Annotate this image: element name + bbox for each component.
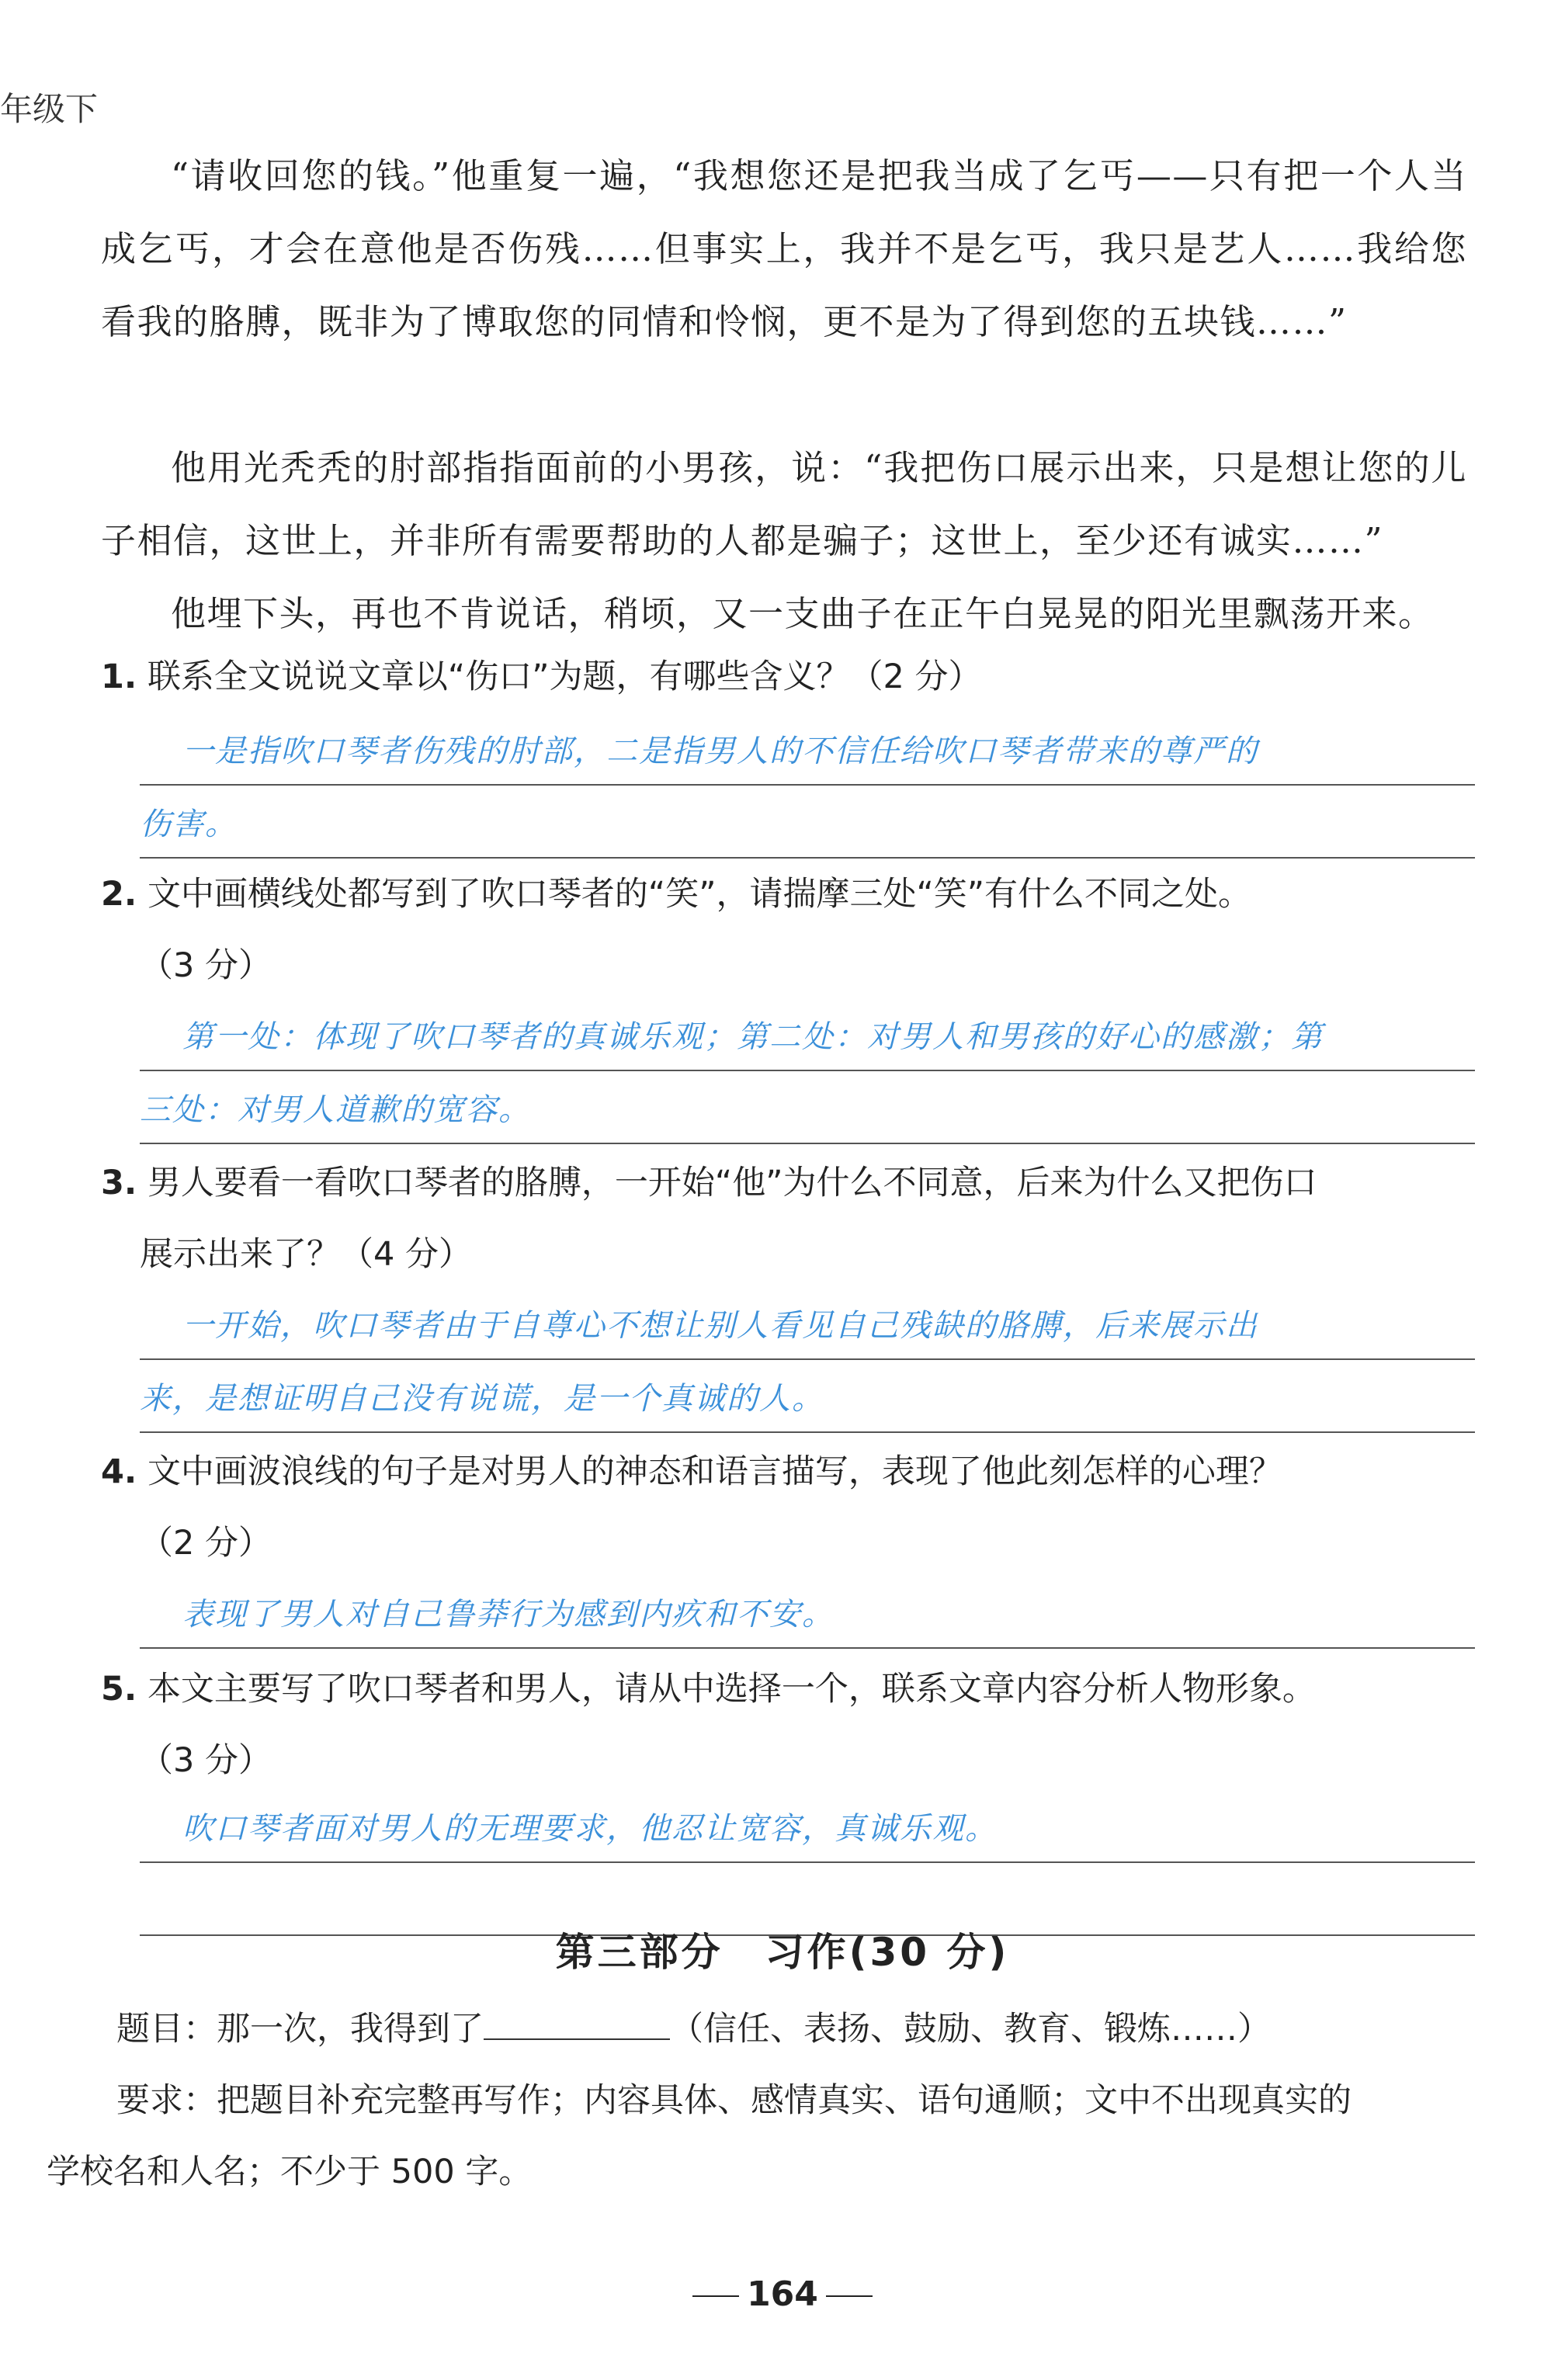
- question-number: 5.: [101, 1670, 137, 1709]
- topic-prefix: 题目：那一次，我得到了: [116, 2010, 484, 2049]
- answer-area-5[interactable]: [140, 1790, 1475, 1936]
- answer-line: 三处：对男人道歉的宽容。: [140, 1071, 1475, 1144]
- topic-suffix: （信任、表扬、鼓励、教育、锻炼……）: [670, 2010, 1271, 2049]
- answer-line: 表现了男人对自己鲁莽行为感到内疚和不安。: [140, 1576, 1475, 1649]
- answer-line: 一开始，吹口琴者由于自尊心不想让别人看见自己残缺的胳膊，后来展示出: [140, 1287, 1475, 1360]
- answer-area-1[interactable]: [140, 713, 1475, 859]
- question-number: 1.: [101, 657, 137, 696]
- question-4: [101, 1436, 1483, 1579]
- writing-topic: [47, 1993, 1490, 2065]
- question-text: 文中画波浪线的句子是对男人的神态和语言描写，表现了他此刻怎样的心理？: [147, 1452, 1282, 1491]
- answer-area-3[interactable]: [140, 1287, 1475, 1433]
- question-points: （2 分）: [140, 1524, 272, 1563]
- topic-blank[interactable]: [484, 2007, 670, 2040]
- answer-line: 吹口琴者面对男人的无理要求，他忍让宽容，真诚乐观。: [140, 1790, 1475, 1863]
- question-number: 3.: [101, 1164, 137, 1202]
- answer-line: 一是指吹口琴者伤残的肘部，二是指男人的不信任给吹口琴者带来的尊严的: [140, 713, 1475, 786]
- answer-line: 来，是想证明自己没有说谎，是一个真诚的人。: [140, 1360, 1475, 1433]
- question-points: （2 分）: [849, 657, 982, 696]
- passage-paragraph-3: 他埋下头，再也不肯说话，稍顷，又一支曲子在正午白晃晃的阳光里飘荡开来。: [171, 593, 1435, 634]
- writing-prompt: [47, 1993, 1490, 2208]
- question-1: [101, 641, 1483, 713]
- answer-line: 伤害。: [140, 786, 1475, 859]
- writing-requirements-1: 要求：把题目补充完整再写作；内容具体、感情真实、语句通顺；文中不出现真实的: [116, 2081, 1352, 2120]
- answer-line: 第一处：体现了吹口琴者的真诚乐观；第二处：对男人和男孩的好心的感激；第: [140, 998, 1475, 1071]
- answer-area-2[interactable]: [140, 998, 1475, 1144]
- question-points: （3 分）: [140, 1741, 272, 1780]
- question-text: 联系全文说说文章以“伤口”为题，有哪些含义？: [147, 657, 850, 696]
- question-5: [101, 1653, 1483, 1796]
- question-text: 本文主要写了吹口琴者和男人，请从中选择一个，联系文章内容分析人物形象。: [147, 1670, 1316, 1709]
- question-3: [101, 1147, 1483, 1290]
- question-text: 文中画横线处都写到了吹口琴者的“笑”，请揣摩三处“笑”有什么不同之处。: [147, 875, 1252, 914]
- section-title: 第三部分 习作(30 分): [555, 1930, 1010, 1975]
- question-number: 2.: [101, 875, 137, 914]
- page-number-right-rule: [826, 2295, 873, 2297]
- passage-paragraph-1: “请收回您的钱。”他重复一遍，“我想您还是把我当成了乞丐——只有把一个人当成乞丐，才会在意他是否伤残……但事实上，我并不是乞丐，我只是艺人……我给您看我的胳膊，既非为了博取您的同情和怜悯，更不是为了得到您的五块钱……”: [101, 155, 1467, 342]
- page-number-left-rule: [692, 2295, 739, 2297]
- writing-requirements-2: 学校名和人名；不少于 500 字。: [47, 2153, 533, 2191]
- question-text: 男人要看一看吹口琴者的胳膊，一开始“他”为什么不同意，后来为什么又把伤口: [147, 1164, 1317, 1202]
- question-points: 展示出来了？（4 分）: [140, 1235, 473, 1274]
- answer-area-4[interactable]: [140, 1576, 1475, 1649]
- grade-label: 年级下: [0, 90, 99, 128]
- passage-paragraph-2: 他用光秃秃的肘部指指面前的小男孩，说：“我把伤口展示出来，只是想让您的儿子相信，这世上，并非所有需要帮助的人都是骗子；这世上，至少还有诚实……”: [101, 447, 1467, 561]
- page-number: [0, 2274, 1565, 2314]
- page-number-value: 164: [747, 2274, 818, 2314]
- question-number: 4.: [101, 1452, 137, 1491]
- question-points: （3 分）: [140, 946, 272, 985]
- question-2: [101, 859, 1483, 1001]
